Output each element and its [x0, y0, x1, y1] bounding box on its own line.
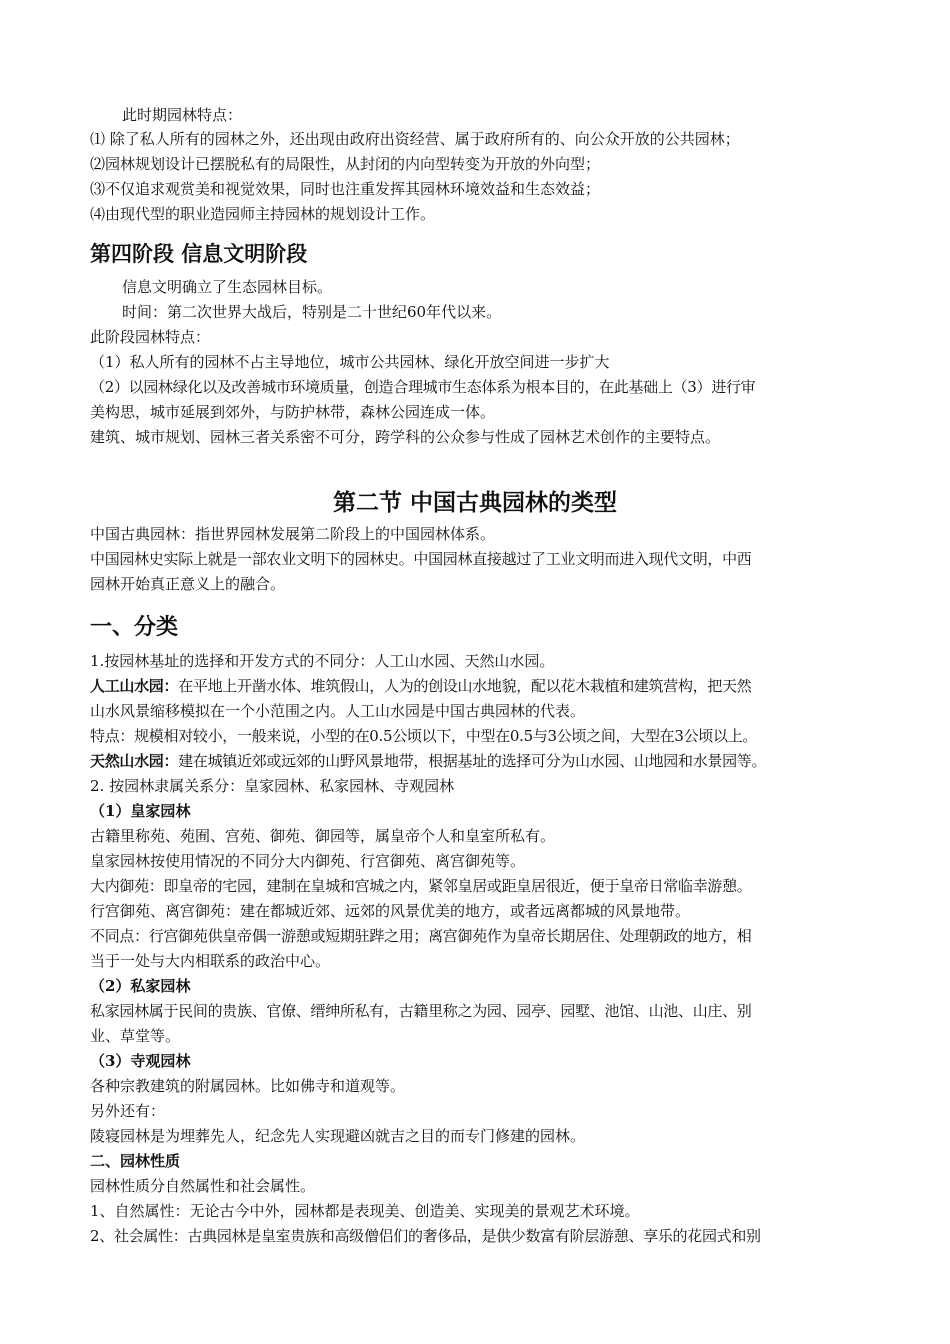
stage4-line-2: 时间：第二次世界大战后，特别是二十世纪60年代以来。 — [122, 303, 502, 321]
stage4-features-label: 此阶段园林特点： — [90, 328, 211, 346]
natural-garden-para — [90, 750, 766, 772]
artificial-garden-text: 在平地上开凿水体、堆筑假山，人为的创设山水地貌，配以花木栽植和建筑营构，把天然 — [178, 677, 752, 695]
stage4-heading: 第四阶段 信息文明阶段 — [90, 242, 308, 266]
artificial-garden-line-2: 山水风景缩移模拟在一个小范围之内。人工山水园是中国古典园林的代表。 — [90, 702, 586, 720]
stage4-feature-2b: 美构思，城市延展到郊外，与防护林带，森林公园连成一体。 — [90, 403, 496, 421]
stage4-feature-2a: （2）以园林绿化以及改善城市环境质量，创造合理城市生态体系为根本目的，在此基础上（3）进行审 — [90, 378, 756, 396]
classification-line-1: 1.按园林基址的选择和开发方式的不同分：人工山水园、天然山水园。 — [90, 652, 555, 670]
section-para-1: 中国古典园林：指世界园林发展第二阶段上的中国园林体系。 — [90, 525, 496, 543]
intro-item-1: ⑴ 除了私人所有的园林之外，还出现由政府出资经营、属于政府所有的、向公众开放的公共园林； — [90, 130, 740, 148]
royal-garden-heading: （1）皇家园林 — [90, 802, 191, 820]
section-para-2a: 中国园林史实际上就是一部农业文明下的园林史。中国园林直接越过了工业文明而进入现代文明，中西 — [90, 550, 752, 568]
royal-garden-line-1: 古籍里称苑、苑囿、宫苑、御苑、御园等，属皇帝个人和皇室所私有。 — [90, 827, 556, 845]
artificial-garden-features: 特点：规模相对较小，一般来说，小型的在0.5公顷以下，中型在0.5与3公顷之间，大型在3公顷以上。 — [90, 727, 758, 745]
royal-garden-line-5a: 不同点：行宫御苑供皇帝偶一游憩或短期驻跸之用；离宫御苑作为皇帝长期居住、处理朝政的地方，相 — [90, 927, 752, 945]
tomb-garden-line: 陵寝园林是为埋葬先人，纪念先人实现避凶就吉之目的而专门修建的园林。 — [90, 1127, 586, 1145]
natural-garden-label: 天然山水园： — [90, 752, 179, 770]
garden-nature-line-3: 2、社会属性：古典园林是皇室贵族和高级僧侣们的奢侈品，是供少数富有阶层游憩、享乐的花园式和别 — [90, 1227, 761, 1245]
private-garden-line-1: 私家园林属于民间的贵族、官僚、缙绅所私有，古籍里称之为园、园亭、园墅、池馆、山池、山庄、别 — [90, 1002, 752, 1020]
private-garden-line-2: 业、草堂等。 — [90, 1027, 181, 1045]
artificial-garden-para — [90, 675, 752, 697]
section-para-2b: 园林开始真正意义上的融合。 — [90, 575, 286, 593]
intro-item-2: ⑵园林规划设计已摆脱私有的局限性，从封闭的内向型转变为开放的外向型； — [90, 155, 601, 173]
stage4-feature-1: （1）私人所有的园林不占主导地位，城市公共园林、绿化开放空间进一步扩大 — [90, 353, 610, 371]
other-label: 另外还有： — [90, 1102, 166, 1120]
private-garden-heading: （2）私家园林 — [90, 977, 191, 995]
royal-garden-line-4: 行宫御苑、离宫御苑：建在都城近郊、远郊的风景优美的地方，或者远离都城的风景地带。 — [90, 902, 691, 920]
classification-heading: 一、分类 — [90, 615, 179, 640]
artificial-garden-label: 人工山水园： — [90, 677, 179, 695]
classification-line-2: 2. 按园林隶属关系分：皇家园林、私家园林、寺观园林 — [90, 777, 455, 795]
intro-item-4: ⑷由现代型的职业造园师主持园林的规划设计工作。 — [90, 205, 436, 223]
section-title: 第二节 中国古典园林的类型 — [332, 490, 617, 516]
intro-heading: 此时期园林特点： — [122, 106, 243, 124]
temple-garden-line-1: 各种宗教建筑的附属园林。比如佛寺和道观等。 — [90, 1077, 406, 1095]
royal-garden-line-3: 大内御苑：即皇帝的宅园，建制在皇城和宫城之内，紧邻皇居或距皇居很近，便于皇帝日常临幸游憩。 — [90, 877, 752, 895]
garden-nature-heading: 二、园林性质 — [90, 1152, 181, 1170]
royal-garden-line-2: 皇家园林按使用情况的不同分大内御苑、行宫御苑、离宫御苑等。 — [90, 852, 526, 870]
royal-garden-line-5b: 当于一处与大内相联系的政治中心。 — [90, 952, 331, 970]
intro-item-3: ⑶不仅追求观赏美和视觉效果，同时也注重发挥其园林环境效益和生态效益； — [90, 180, 601, 198]
stage4-line-1: 信息文明确立了生态园林目标。 — [122, 278, 333, 296]
stage4-feature-4: 建筑、城市规划、园林三者关系密不可分，跨学科的公众参与性成了园林艺术创作的主要特点。 — [90, 428, 721, 446]
temple-garden-heading: （3）寺观园林 — [90, 1052, 191, 1070]
natural-garden-text: 建在城镇近郊或远郊的山野风景地带，根据基址的选择可分为山水园、山地园和水景园等。 — [178, 752, 767, 770]
garden-nature-line-1: 园林性质分自然属性和社会属性。 — [90, 1177, 316, 1195]
garden-nature-line-2: 1、自然属性：无论古今中外，园林都是表现美、创造美、实现美的景观艺术环境。 — [90, 1202, 640, 1220]
